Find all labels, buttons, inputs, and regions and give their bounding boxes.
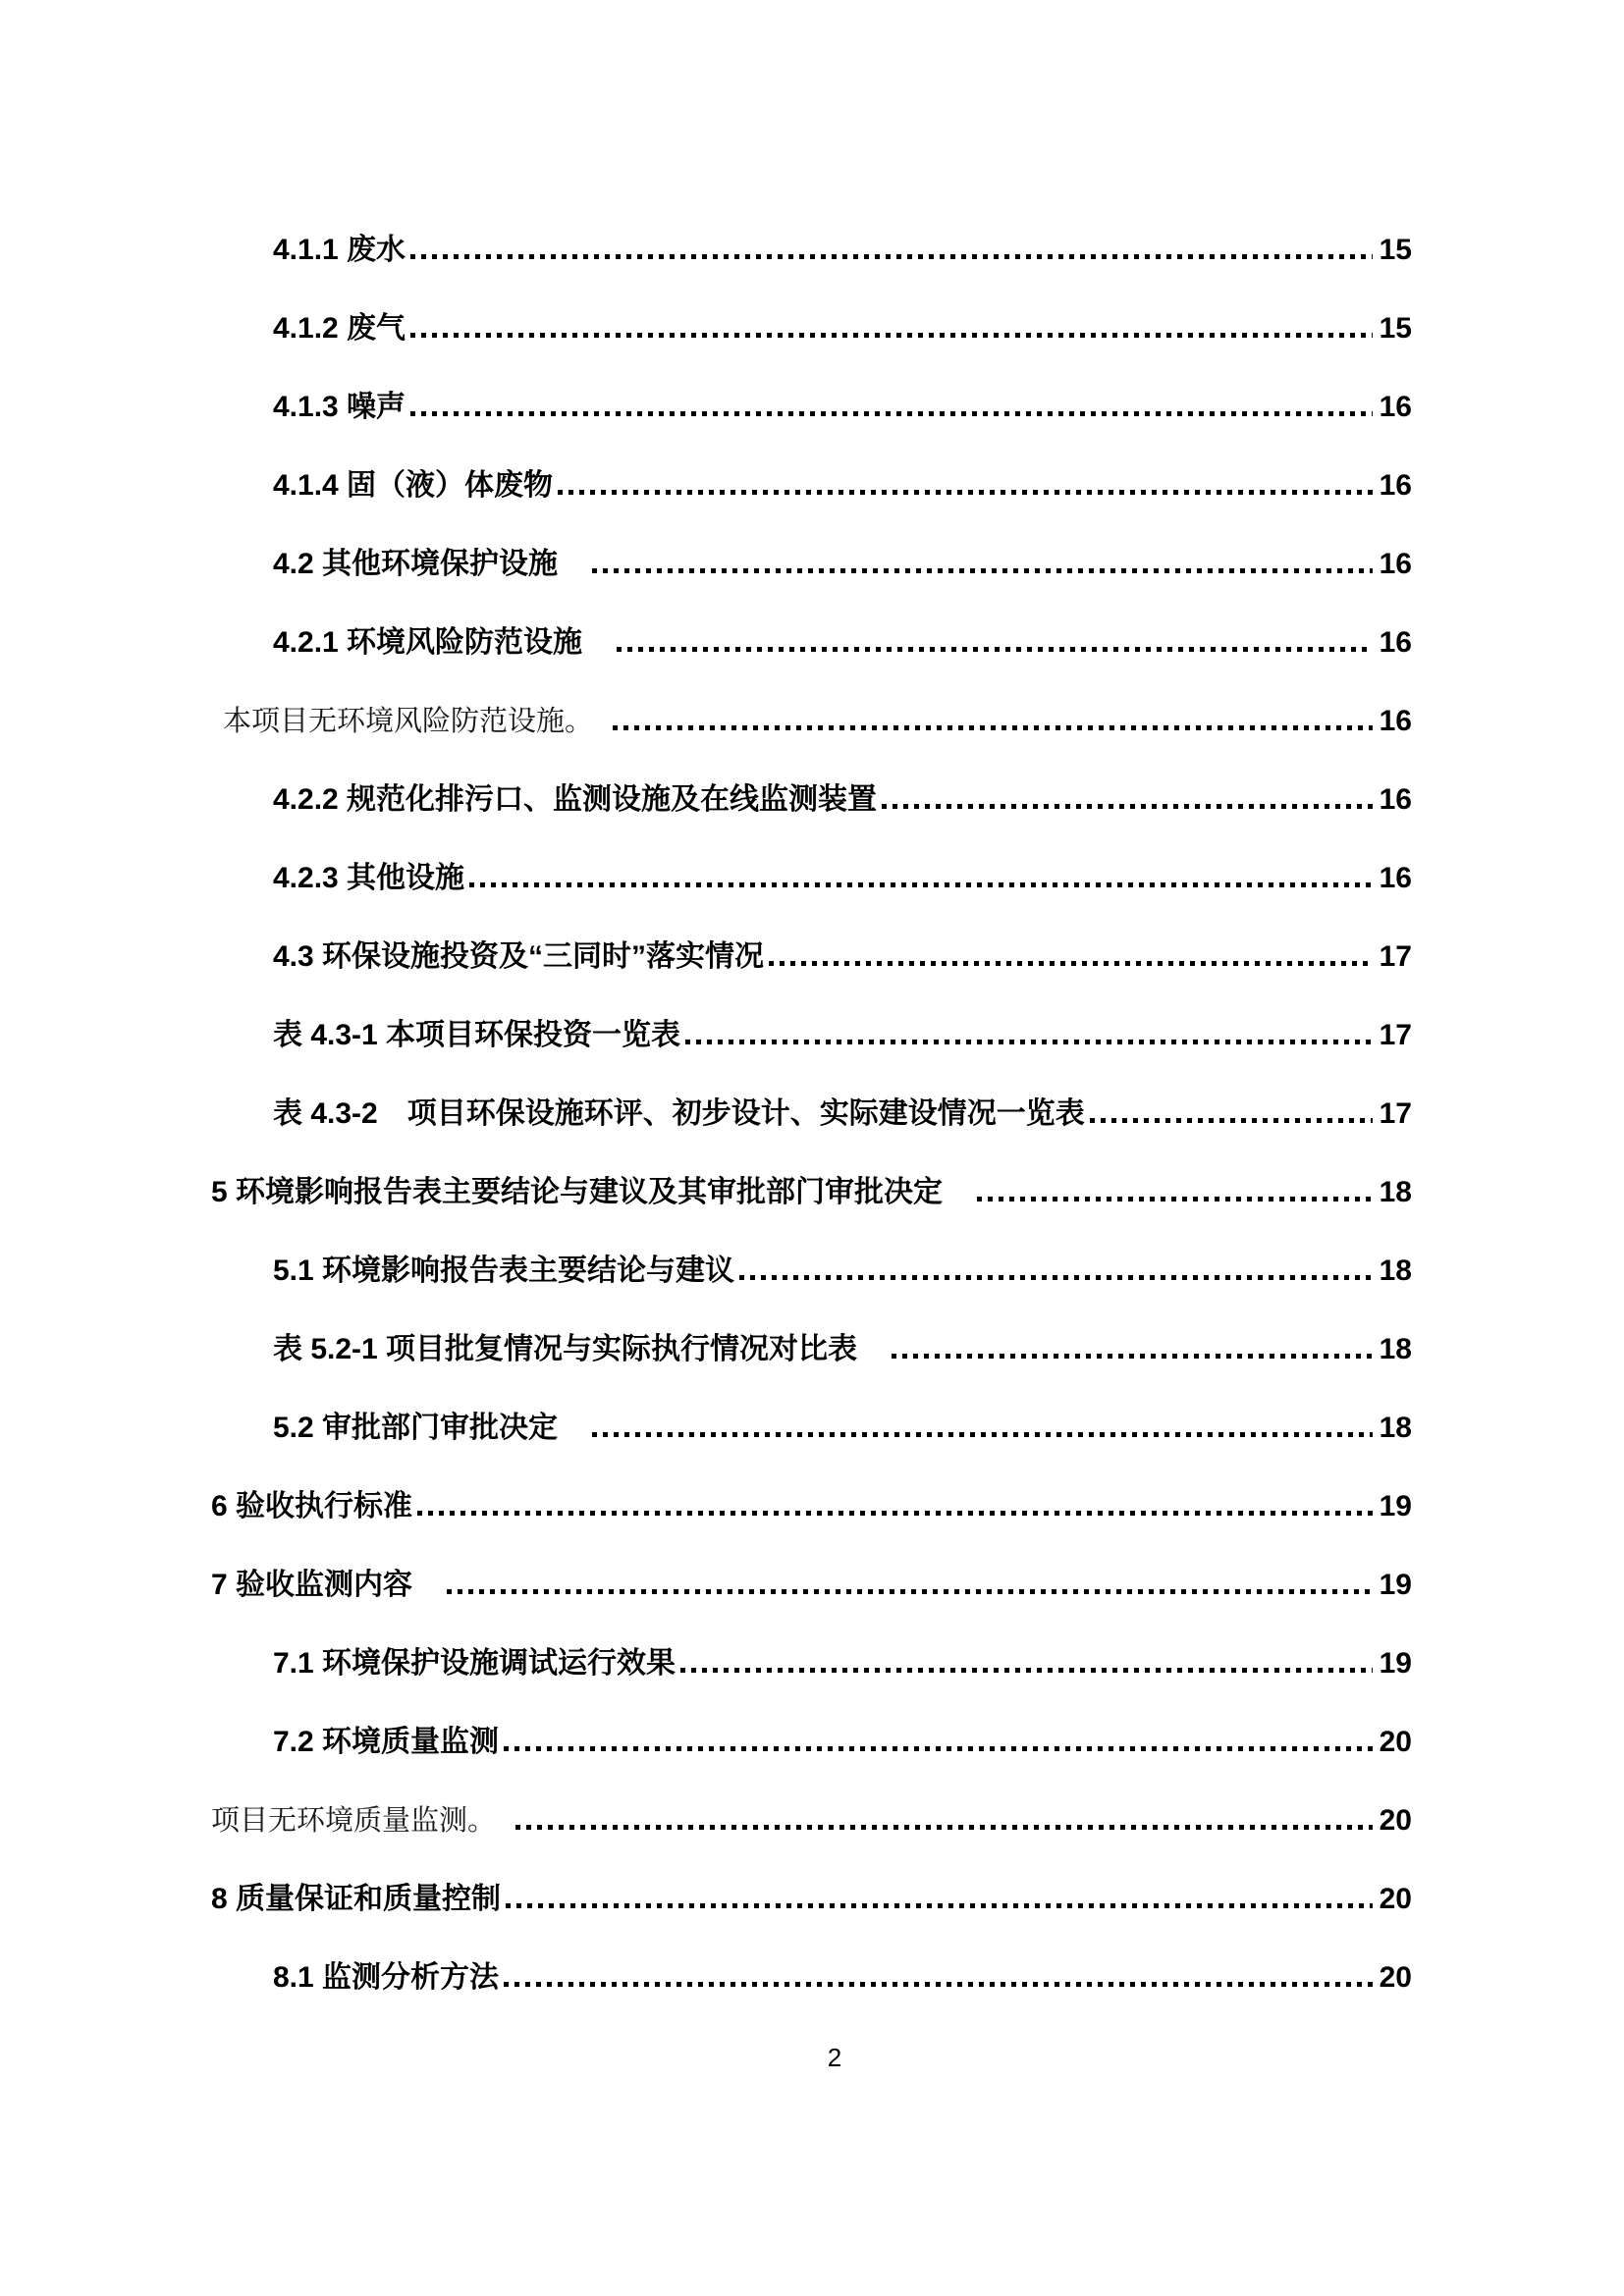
toc-entry bbox=[0, 682, 1412, 761]
toc-entry-page-number: 16 bbox=[1379, 548, 1412, 580]
toc-entry-page-number: 15 bbox=[1379, 312, 1412, 345]
dot-leader bbox=[447, 1589, 1373, 1594]
dot-leader bbox=[882, 804, 1373, 809]
toc-entry-label: 4.1.2 废气 bbox=[273, 312, 406, 345]
toc-entry-label: 7.2 环境质量监测 bbox=[273, 1726, 500, 1758]
toc-entry bbox=[0, 1468, 1412, 1546]
toc-entry-label: 5.2 审批部门审批决定 bbox=[273, 1412, 588, 1444]
toc-entry bbox=[0, 918, 1412, 996]
toc-entry-page-number: 17 bbox=[1379, 1019, 1412, 1051]
toc-entry-page-number: 18 bbox=[1379, 1176, 1412, 1208]
toc-entry-label: 4.1.3 噪声 bbox=[273, 391, 406, 423]
toc-entry-page-number: 16 bbox=[1379, 626, 1412, 659]
toc-entry-label: 项目无环境质量监测。 bbox=[211, 1805, 511, 1837]
dot-leader bbox=[613, 725, 1373, 730]
toc-entry-page-number: 20 bbox=[1379, 1726, 1412, 1758]
toc-entry-label: 6 验收执行标准 bbox=[211, 1490, 413, 1522]
toc-entry-label: 表 4.3-1 本项目环保投资一览表 bbox=[273, 1019, 681, 1051]
toc-entry-label: 8.1 监测分析方法 bbox=[273, 1961, 500, 1994]
dot-leader bbox=[515, 1825, 1373, 1830]
toc-entry bbox=[0, 996, 1412, 1075]
dot-leader bbox=[410, 411, 1373, 416]
toc-entry bbox=[0, 1939, 1412, 2017]
toc-entry bbox=[0, 211, 1412, 290]
toc-entry-label: 4.1.1 废水 bbox=[273, 234, 406, 266]
toc-entry-page-number: 16 bbox=[1379, 391, 1412, 423]
toc-entry-label: 5.1 环境影响报告表主要结论与建议 bbox=[273, 1255, 735, 1287]
dot-leader bbox=[685, 1040, 1373, 1044]
dot-leader bbox=[504, 1982, 1373, 1987]
toc-entry-page-number: 18 bbox=[1379, 1412, 1412, 1444]
dot-leader bbox=[469, 882, 1373, 887]
toc-entry bbox=[0, 1546, 1412, 1625]
toc-entry-label: 本项目无环境风险防范设施。 bbox=[223, 706, 608, 737]
toc-entry bbox=[0, 368, 1412, 447]
toc-entry bbox=[0, 1860, 1412, 1939]
toc-entry-page-number: 20 bbox=[1379, 1804, 1412, 1837]
toc-entry-page-number: 16 bbox=[1379, 469, 1412, 502]
toc-entry bbox=[0, 1782, 1412, 1860]
toc-entry-page-number: 17 bbox=[1379, 1097, 1412, 1130]
toc-entry bbox=[0, 1153, 1412, 1232]
dot-leader bbox=[506, 1903, 1373, 1908]
toc-entry-page-number: 17 bbox=[1379, 940, 1412, 973]
toc-entry-page-number: 19 bbox=[1379, 1569, 1412, 1601]
toc-entry bbox=[0, 761, 1412, 839]
toc-entry-label: 8 质量保证和质量控制 bbox=[211, 1883, 502, 1915]
toc-entry bbox=[0, 447, 1412, 525]
dot-leader bbox=[977, 1197, 1373, 1201]
dot-leader bbox=[592, 568, 1373, 573]
dot-leader bbox=[558, 490, 1373, 495]
dot-leader bbox=[1090, 1118, 1373, 1123]
toc-entry-page-number: 19 bbox=[1379, 1490, 1412, 1522]
toc-entry-page-number: 18 bbox=[1379, 1255, 1412, 1287]
dot-leader bbox=[410, 333, 1373, 338]
toc-entry-label: 7.1 环境保护设施调试运行效果 bbox=[273, 1647, 677, 1680]
toc-entry-label: 5 环境影响报告表主要结论与建议及其审批部门审批决定 bbox=[211, 1176, 973, 1208]
toc-entry-page-number: 15 bbox=[1379, 234, 1412, 266]
toc-entry-page-number: 18 bbox=[1379, 1333, 1412, 1365]
toc-entry bbox=[0, 1389, 1412, 1468]
toc-entry bbox=[0, 1075, 1412, 1153]
dot-leader bbox=[410, 254, 1373, 259]
toc-entry bbox=[0, 839, 1412, 918]
toc-entry-label: 4.2.1 环境风险防范设施 bbox=[273, 626, 613, 659]
toc-entry-label: 7 验收监测内容 bbox=[211, 1569, 443, 1601]
toc-entry-label: 4.2.3 其他设施 bbox=[273, 862, 465, 894]
toc-entry-label: 4.1.4 固（液）体废物 bbox=[273, 469, 554, 502]
dot-leader bbox=[892, 1354, 1373, 1359]
table-of-contents bbox=[0, 211, 1412, 2017]
toc-entry-label: 4.2.2 规范化排污口、监测设施及在线监测装置 bbox=[273, 783, 878, 816]
dot-leader bbox=[417, 1511, 1373, 1516]
page-number-footer: 2 bbox=[827, 2043, 842, 2072]
dot-leader bbox=[504, 1746, 1373, 1751]
dot-leader bbox=[680, 1668, 1373, 1673]
toc-entry bbox=[0, 525, 1412, 604]
toc-entry-label: 4.2 其他环境保护设施 bbox=[273, 548, 588, 580]
dot-leader bbox=[592, 1432, 1373, 1437]
toc-entry bbox=[0, 290, 1412, 368]
dot-leader bbox=[769, 961, 1373, 966]
toc-entry bbox=[0, 1625, 1412, 1703]
toc-entry-label: 4.3 环保设施投资及“三同时”落实情况 bbox=[273, 940, 765, 973]
toc-entry-page-number: 19 bbox=[1379, 1647, 1412, 1680]
toc-entry bbox=[0, 1703, 1412, 1782]
toc-entry-label: 表 4.3-2 项目环保设施环评、初步设计、实际建设情况一览表 bbox=[273, 1097, 1085, 1130]
toc-entry bbox=[0, 1310, 1412, 1389]
toc-entry-page-number: 20 bbox=[1379, 1961, 1412, 1994]
dot-leader bbox=[739, 1275, 1373, 1280]
toc-entry-page-number: 16 bbox=[1379, 862, 1412, 894]
toc-entry-label: 表 5.2-1 项目批复情况与实际执行情况对比表 bbox=[273, 1333, 888, 1365]
toc-entry bbox=[0, 1232, 1412, 1310]
dot-leader bbox=[617, 647, 1373, 652]
toc-entry bbox=[0, 604, 1412, 682]
toc-entry-page-number: 16 bbox=[1379, 783, 1412, 816]
toc-entry-page-number: 16 bbox=[1379, 705, 1412, 737]
toc-entry-page-number: 20 bbox=[1379, 1883, 1412, 1915]
